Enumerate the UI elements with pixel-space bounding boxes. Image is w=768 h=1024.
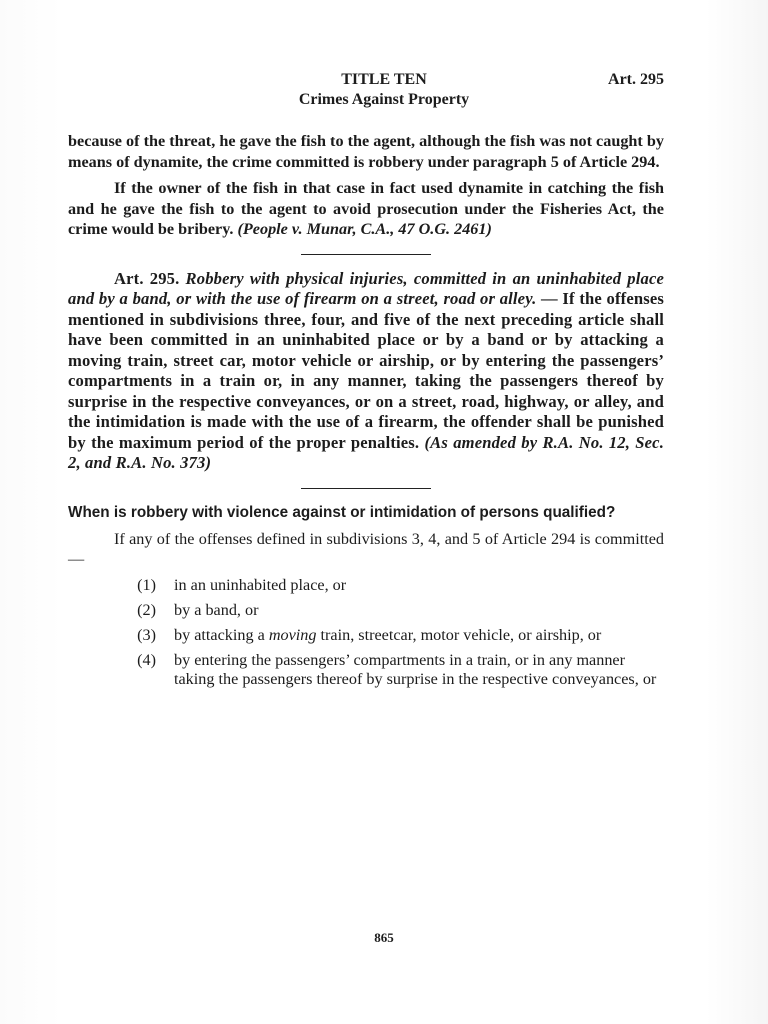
section-divider: [301, 488, 431, 489]
qualifying-circumstances-list: [68, 576, 664, 689]
article-amendment: (As amended by R.A. No. 12, Sec. 2, and R.A. No. 373): [68, 432, 664, 472]
article-reference: Art. 295: [608, 71, 664, 88]
paragraph-bribery-text: If the owner of the fish in that case in fact used dynamite in catching the fish and he gave the fish to the agent to avoid prosecution under the Fisheries Act, the crime would be bribery.: [68, 179, 664, 238]
list-item-number: (4): [137, 650, 156, 669]
paragraph-bribery: [68, 178, 664, 240]
list-item-text-part: by attacking a: [174, 625, 269, 644]
title-heading: TITLE TEN: [341, 71, 427, 88]
list-item-text: [174, 576, 664, 595]
list-item: [68, 601, 664, 620]
list-item-text: [174, 651, 664, 689]
article-title: Robbery with physical injuries, committed in an uninhabited place and by a band, or with the use of firearm on a street, road or alley.: [68, 268, 664, 308]
section-divider: [301, 254, 431, 255]
article-body: — If the offenses mentioned in subdivisions three, four, and five of the next preceding article shall have been committed in an uninhabited place or by a band or by attacking a moving train, street car, motor vehicle or airship, or by entering the passengers’ compartments in a train or, in any manner, taking the passengers thereof by surprise in the respective conveyances, or on a street, road, highway, or alley, and the intimidation is made with the use of a firearm, the offender shall be punished by the maximum period of the proper penalties.: [68, 289, 664, 452]
article-number: Art. 295.: [114, 268, 180, 288]
page-number: 865: [374, 930, 394, 945]
list-item-emphasis: moving: [268, 625, 317, 644]
list-item-number: (1): [137, 575, 156, 594]
title-subheading: Crimes Against Property: [298, 91, 470, 108]
list-item-text-part: train, streetcar, motor vehicle, or airship, or: [316, 625, 602, 644]
list-item-number: (2): [137, 600, 156, 619]
list-item: [68, 651, 664, 689]
list-item-text-part: by entering the passengers’ compartments in a train, or in any manner taking the passengers thereof by surprise in the respective conveyances, or: [174, 650, 657, 688]
list-item-text-part: by a band, or: [174, 600, 259, 619]
list-item: [68, 626, 664, 645]
list-item-text: [174, 601, 664, 620]
page-body: [68, 131, 664, 695]
list-item: [68, 576, 664, 595]
list-item-text-part: in an uninhabited place, or: [174, 575, 347, 594]
question-intro: If any of the offenses defined in subdivisions 3, 4, and 5 of Article 294 is committed —: [68, 529, 664, 568]
list-item-text: [174, 626, 664, 645]
case-citation: (People v. Munar, C.A., 47 O.G. 2461): [237, 220, 492, 238]
paragraph-continuation: because of the threat, he gave the fish to the agent, although the fish was not caught by means of dynamite, the crime committed is robbery under paragraph 5 of Article 294.: [68, 132, 664, 171]
question-heading: When is robbery with violence against or intimidation of persons qualified?: [68, 503, 616, 521]
article-295-text: [68, 269, 664, 474]
list-item-number: (3): [137, 625, 156, 644]
